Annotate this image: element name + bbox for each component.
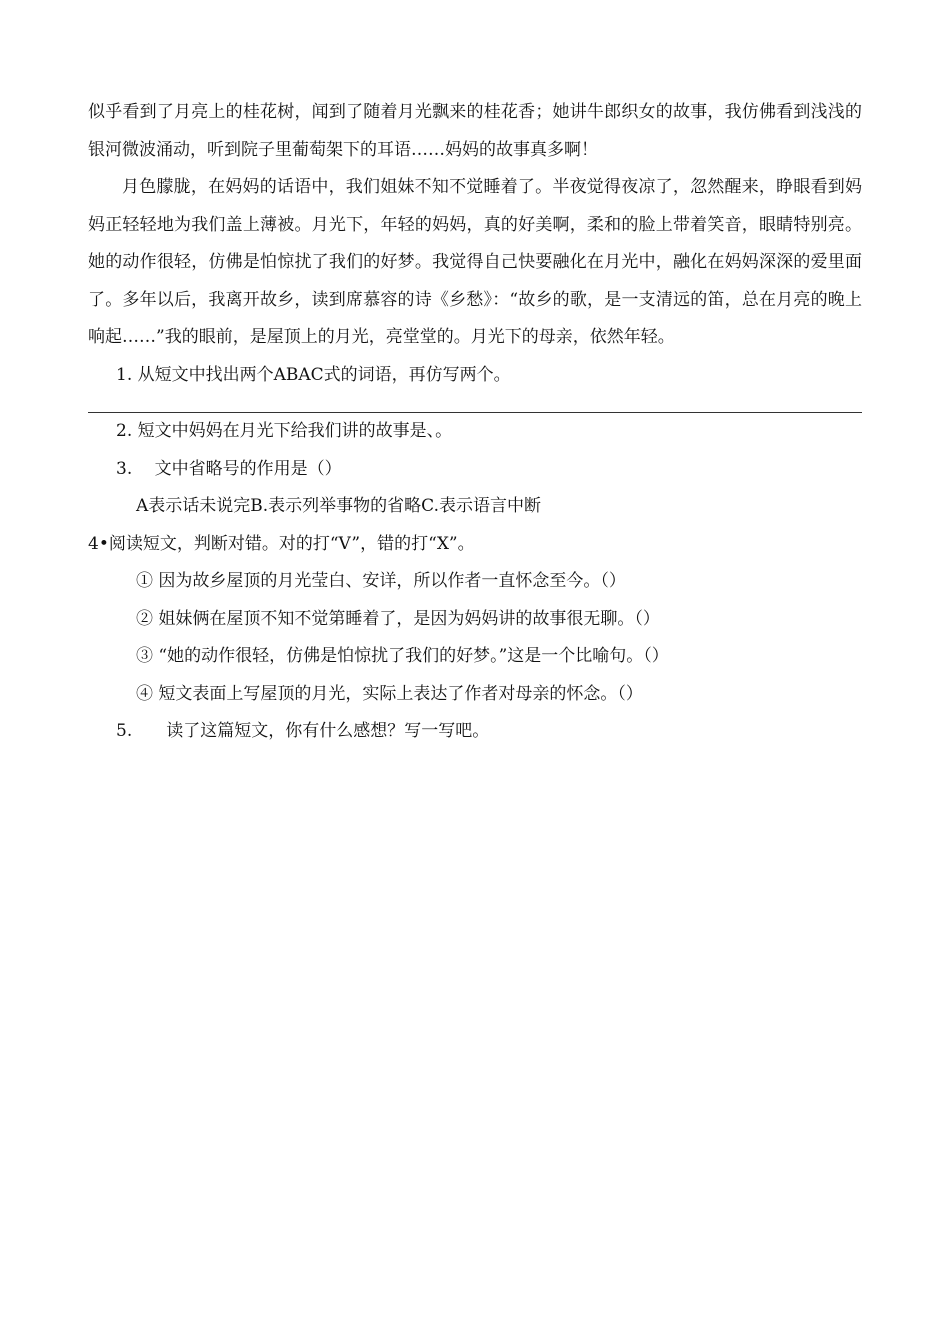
question-2: 2. 短文中妈妈在月光下给我们讲的故事是、。 bbox=[116, 421, 453, 441]
question-1: 1. 从短文中找出两个ABAC式的词语，再仿写两个。 bbox=[116, 364, 511, 385]
passage-paragraph-2: 月色朦胧，在妈妈的话语中，我们姐妹不知不觉睡着了。半夜觉得夜凉了，忽然醒来，睁眼看到妈妈正轻轻地为我们盖上薄被。月光下，年轻的妈妈，真的好美啊，柔和的脸上带着笑音，眼睛特别亮。她的动作很轻，仿佛是怕惊扰了我们的好梦。我觉得自己快要融化在月光中，融化在妈妈深深的爱里面了。多年以后，我离开故乡，读到席慕容的诗《乡愁》：“故乡的歌，是一支清远的笛，总在月亮的晚上响起……”我的眼前，是屋顶上的月光，亮堂堂的。月光下的母亲，依然年轻。 bbox=[88, 177, 862, 347]
question-3: 3. 文中省略号的作用是（） bbox=[116, 458, 342, 479]
question-4-item-4: ④ 短文表面上写屋顶的月光，实际上表达了作者对母亲的怀念。（） bbox=[136, 683, 643, 704]
worksheet-page bbox=[88, 94, 862, 751]
passage-paragraph-1: 似乎看到了月亮上的桂花树，闻到了随着月光飘来的桂花香；她讲牛郎织女的故事，我仿佛看到浅浅的银河微波涌动，听到院子里葡萄架下的耳语……妈妈的故事真多啊！ bbox=[88, 102, 862, 160]
question-5: 5. 读了这篇短文，你有什么感想？写一写吧。 bbox=[116, 721, 490, 741]
question-4-item-1: ① 因为故乡屋顶的月光莹白、安详，所以作者一直怀念至今。（） bbox=[136, 571, 626, 591]
question-3-options: A表示话未说完B.表示列举事物的省略C.表示语言中断 bbox=[136, 496, 541, 516]
question-4-item-3: ③ “她的动作很轻，仿佛是怕惊扰了我们的好梦。”这是一个比喻句。（） bbox=[136, 646, 669, 666]
question-4-item-2: ② 姐妹俩在屋顶不知不觉第睡着了，是因为妈妈讲的故事很无聊。（） bbox=[136, 608, 660, 629]
question-4: 4•阅读短文，判断对错。对的打“V”，错的打“X”。 bbox=[88, 533, 475, 554]
